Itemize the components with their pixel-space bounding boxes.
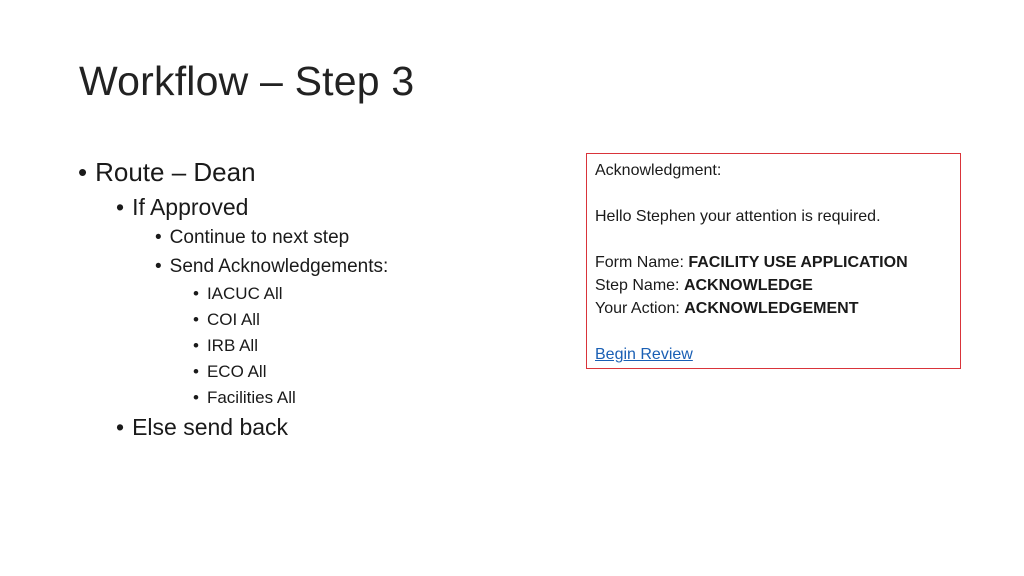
spacer xyxy=(595,182,952,205)
begin-review-link[interactable]: Begin Review xyxy=(595,346,693,363)
form-name-label: Form Name: xyxy=(595,254,689,271)
bullet-route xyxy=(78,157,256,188)
step-name-label: Step Name: xyxy=(595,277,684,294)
list-item xyxy=(193,388,296,408)
ack-target-text: COI All xyxy=(206,310,260,329)
ack-heading: Acknowledgment: xyxy=(595,162,722,179)
your-action-value: ACKNOWLEDGEMENT xyxy=(684,300,859,317)
your-action-label: Your Action: xyxy=(595,300,685,317)
bullet-else-text: Else send back xyxy=(132,414,289,440)
your-action-line xyxy=(595,297,952,320)
ack-target-text: IACUC All xyxy=(206,284,283,303)
ack-target-text: IRB All xyxy=(206,336,258,355)
list-item xyxy=(193,336,258,356)
step-name-line xyxy=(595,274,952,297)
bullet-dot: • xyxy=(155,227,162,248)
bullet-dot: • xyxy=(116,414,125,440)
ack-target-text: ECO All xyxy=(206,362,267,381)
form-name-value: FACILITY USE APPLICATION xyxy=(688,254,908,271)
ack-greeting: Hello Stephen your attention is required. xyxy=(595,208,881,225)
bullet-else xyxy=(116,414,288,441)
bullet-route-text: Route – Dean xyxy=(95,157,256,187)
spacer xyxy=(595,228,952,251)
bullet-continue-text: Continue to next step xyxy=(169,227,350,248)
bullet-dot: • xyxy=(193,388,199,407)
bullet-if-approved-text: If Approved xyxy=(132,194,249,220)
bullet-dot: • xyxy=(193,362,199,381)
spacer xyxy=(595,320,952,343)
bullet-continue xyxy=(155,227,349,249)
bullet-dot: • xyxy=(193,284,199,303)
bullet-dot: • xyxy=(193,336,199,355)
list-item xyxy=(193,310,260,330)
slide-title: Workflow – Step 3 xyxy=(79,58,415,104)
step-name-value: ACKNOWLEDGE xyxy=(683,277,813,294)
list-item xyxy=(193,284,283,304)
bullet-send-ack xyxy=(155,256,388,278)
form-name-line xyxy=(595,251,952,274)
acknowledgment-panel xyxy=(586,153,961,369)
bullet-if-approved xyxy=(116,194,248,221)
bullet-dot: • xyxy=(78,157,88,187)
bullet-dot: • xyxy=(193,310,199,329)
bullet-dot: • xyxy=(155,256,162,277)
list-item xyxy=(193,362,266,382)
bullet-send-ack-text: Send Acknowledgements: xyxy=(169,256,389,277)
ack-target-text: Facilities All xyxy=(206,388,296,407)
bullet-dot: • xyxy=(116,194,125,220)
